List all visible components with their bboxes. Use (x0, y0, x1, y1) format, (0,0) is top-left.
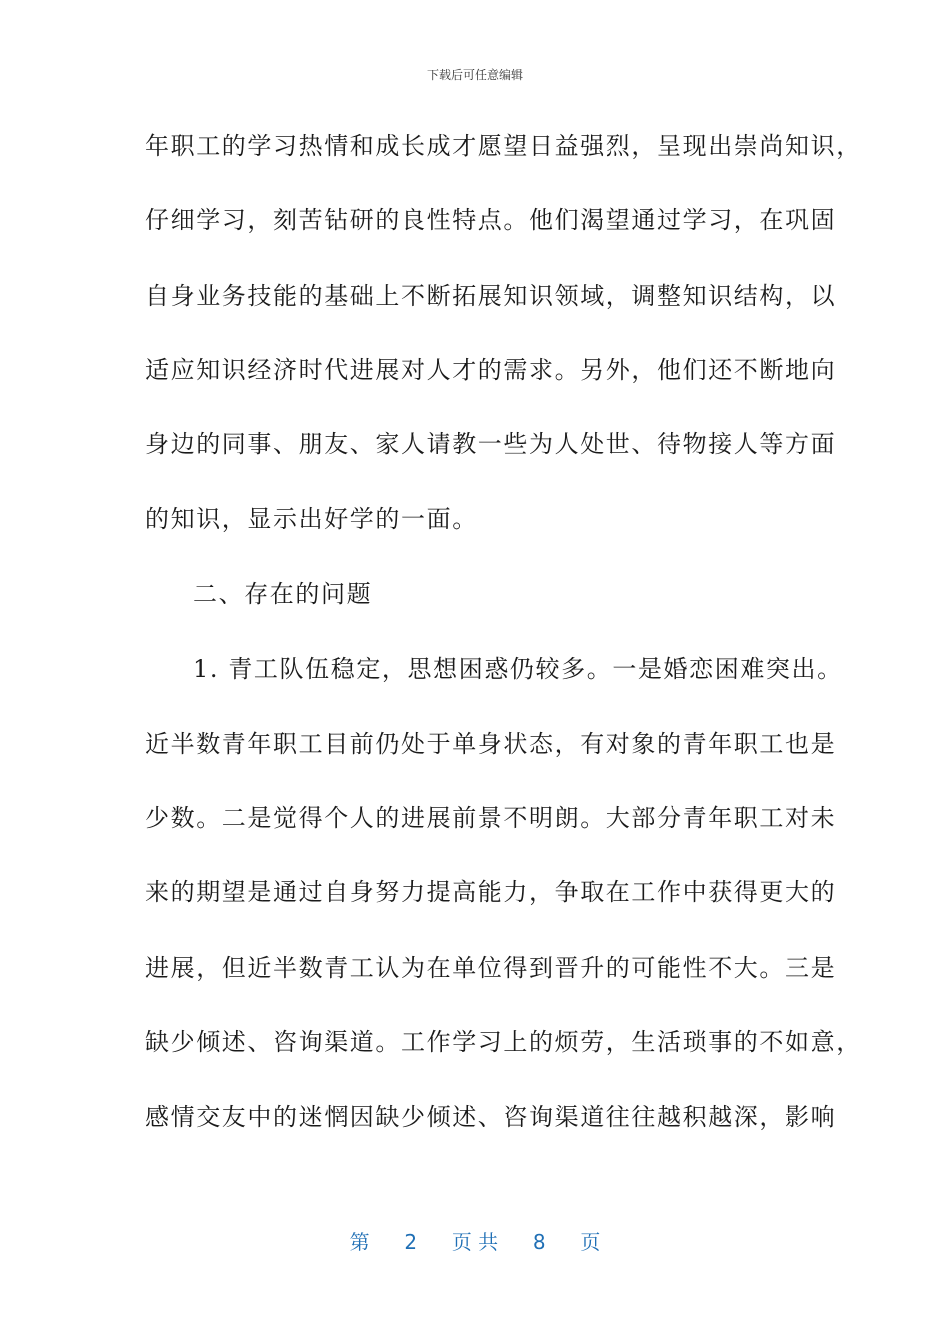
paragraph-line: 年职工的学习热情和成长成才愿望日益强烈，呈现出崇尚知识， (145, 132, 862, 160)
paragraph-line: 少数。二是觉得个人的进展前景不明朗。大部分青年职工对未 (145, 804, 837, 832)
paragraph-line: 缺少倾述、咨询渠道。工作学习上的烦劳，生活琐事的不如意， (145, 1028, 862, 1056)
footer-total-pages: 8 (532, 1230, 546, 1254)
paragraph-line: 适应知识经济时代进展对人才的需求。另外，他们还不断地向 (145, 356, 837, 384)
paragraph-line: 进展，但近半数青工认为在单位得到晋升的可能性不大。三是 (145, 954, 837, 982)
footer-current-page: 2 (404, 1230, 418, 1254)
page-header-note: 下载后可任意编辑 (426, 68, 523, 82)
footer-prefix: 第 (349, 1230, 370, 1254)
paragraph-line: 感情交友中的迷惘因缺少倾述、咨询渠道往往越积越深，影响 (145, 1103, 837, 1131)
paragraph-line: 自身业务技能的基础上不断拓展知识领域，调整知识结构，以 (145, 282, 837, 310)
footer-suffix: 页 (580, 1230, 601, 1254)
footer-middle: 页 共 (451, 1230, 499, 1254)
paragraph-line: 来的期望是通过自身努力提高能力，争取在工作中获得更大的 (145, 878, 837, 906)
paragraph-line: 的知识，显示出好学的一面。 (145, 505, 478, 533)
page-footer (0, 1226, 950, 1255)
paragraph-line: 仔细学习，刻苦钻研的良性特点。他们渴望通过学习，在巩固 (145, 206, 837, 234)
paragraph-line: 近半数青年职工目前仍处于单身状态，有对象的青年职工也是 (145, 730, 837, 758)
section-heading: 二、存在的问题 (193, 580, 373, 608)
paragraph-line: 身边的同事、朋友、家人请教一些为人处世、待物接人等方面 (145, 430, 837, 458)
paragraph-line: 1. 青工队伍稳定，思想困惑仍较多。一是婚恋困难突出。 (193, 655, 843, 683)
